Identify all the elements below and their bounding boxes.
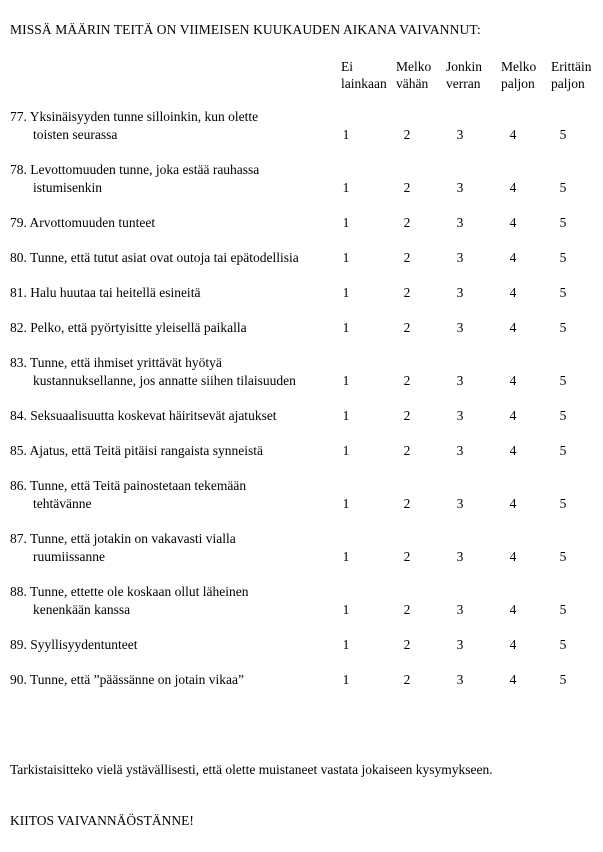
question-number: 86.: [10, 478, 27, 493]
question-text: [10, 162, 259, 177]
thank-you-note: KIITOS VAIVANNÄÖSTÄNNE!: [10, 813, 194, 828]
answer-option-5[interactable]: 5: [559, 250, 567, 265]
question-text: [10, 320, 247, 335]
scale-header-line1: Jonkin: [446, 59, 483, 74]
answer-option-4[interactable]: 4: [509, 408, 517, 423]
answer-option-5[interactable]: 5: [559, 215, 567, 230]
answer-option-2[interactable]: 2: [403, 443, 411, 458]
answer-option-2[interactable]: 2: [403, 637, 411, 652]
answer-option-3[interactable]: 3: [456, 496, 464, 511]
answer-option-5[interactable]: 5: [559, 373, 567, 388]
answer-option-1[interactable]: 1: [342, 443, 350, 458]
answer-option-3[interactable]: 3: [456, 285, 464, 300]
question-line1: Levottomuuden tunne, joka estää rauhassa: [30, 162, 260, 177]
answer-option-4[interactable]: 4: [509, 637, 517, 652]
answer-option-4[interactable]: 4: [509, 549, 517, 564]
answer-option-2[interactable]: 2: [403, 672, 411, 687]
question-text: [10, 109, 258, 124]
answer-option-2[interactable]: 2: [403, 496, 411, 511]
answer-option-1[interactable]: 1: [342, 285, 350, 300]
question-number: 88.: [10, 584, 27, 599]
question-number: 87.: [10, 531, 27, 546]
question-number: 79.: [10, 215, 27, 230]
answer-option-1[interactable]: 1: [342, 373, 350, 388]
question-line1: Tunne, että ihmiset yrittävät hyötyä: [30, 355, 222, 370]
question-number: 82.: [10, 320, 27, 335]
answer-option-5[interactable]: 5: [559, 127, 567, 142]
question-text: [10, 285, 200, 300]
question-text: [10, 672, 244, 687]
scale-header-3: [446, 58, 482, 92]
answer-option-1[interactable]: 1: [342, 180, 350, 195]
question-line2: kustannuksellanne, jos annatte siihen tilaisuuden: [33, 373, 296, 388]
question-item: [10, 161, 259, 197]
question-line2: tehtävänne: [33, 496, 92, 511]
question-line1: Tunne, että ”päässänne on jotain vikaa”: [30, 672, 244, 687]
answer-option-2[interactable]: 2: [403, 408, 411, 423]
question-item: [10, 636, 138, 654]
answer-option-4[interactable]: 4: [509, 672, 517, 687]
answer-option-4[interactable]: 4: [509, 602, 517, 617]
scale-header-line1: Ei: [341, 59, 353, 74]
question-text: [10, 531, 236, 546]
answer-option-2[interactable]: 2: [403, 285, 411, 300]
check-answers-note: Tarkistaisitteko vielä ystävällisesti, että olette muistaneet vastata jokaiseen kysymykseen.: [10, 762, 493, 777]
answer-option-4[interactable]: 4: [509, 250, 517, 265]
answer-option-4[interactable]: 4: [509, 443, 517, 458]
question-line1: Seksuaalisuutta koskevat häiritsevät ajatukset: [30, 408, 277, 423]
question-line1: Tunne, että jotakin on vakavasti vialla: [30, 531, 236, 546]
question-number: 78.: [10, 162, 27, 177]
question-line1: Tunne, että Teitä painostetaan tekemään: [30, 478, 247, 493]
answer-option-2[interactable]: 2: [403, 549, 411, 564]
scale-header-2: [396, 58, 431, 92]
answer-option-5[interactable]: 5: [559, 672, 567, 687]
scale-header-line2: paljon: [551, 76, 585, 91]
scale-header-4: [501, 58, 536, 92]
answer-option-2[interactable]: 2: [403, 127, 411, 142]
question-line1: Yksinäisyyden tunne silloinkin, kun olette: [29, 109, 259, 124]
scale-header-line2: lainkaan: [341, 76, 387, 91]
question-line1: Halu huutaa tai heitellä esineitä: [30, 285, 201, 300]
answer-option-1[interactable]: 1: [342, 549, 350, 564]
question-line2: kenenkään kanssa: [33, 602, 131, 617]
answer-option-2[interactable]: 2: [403, 320, 411, 335]
question-item: [10, 249, 299, 267]
question-item: [10, 583, 248, 619]
question-text: [10, 250, 299, 265]
question-number: 84.: [10, 408, 27, 423]
question-item: [10, 671, 244, 689]
answer-option-3[interactable]: 3: [456, 443, 464, 458]
answer-option-5[interactable]: 5: [559, 408, 567, 423]
answer-option-3[interactable]: 3: [456, 180, 464, 195]
answer-option-4[interactable]: 4: [509, 320, 517, 335]
answer-option-1[interactable]: 1: [342, 672, 350, 687]
answer-option-3[interactable]: 3: [456, 672, 464, 687]
question-item: [10, 284, 200, 302]
question-item: [10, 442, 263, 460]
answer-option-2[interactable]: 2: [403, 602, 411, 617]
question-text: [10, 443, 263, 458]
scale-header-line1: Melko: [396, 59, 432, 74]
question-number: 89.: [10, 637, 27, 652]
question-item: [10, 407, 277, 425]
answer-option-5[interactable]: 5: [559, 637, 567, 652]
question-number: 85.: [10, 443, 27, 458]
answer-option-5[interactable]: 5: [559, 320, 567, 335]
question-line1: Tunne, ettette ole koskaan ollut läheinen: [30, 584, 249, 599]
answer-option-3[interactable]: 3: [456, 373, 464, 388]
question-line1: Syyllisyydentunteet: [30, 637, 138, 652]
answer-option-4[interactable]: 4: [509, 180, 517, 195]
answer-option-3[interactable]: 3: [456, 250, 464, 265]
answer-option-5[interactable]: 5: [559, 496, 567, 511]
answer-option-2[interactable]: 2: [403, 180, 411, 195]
answer-option-4[interactable]: 4: [509, 127, 517, 142]
question-line1: Pelko, että pyörtyisitte yleisellä paikalla: [30, 320, 247, 335]
answer-option-3[interactable]: 3: [456, 127, 464, 142]
question-line1: Tunne, että tutut asiat ovat outoja tai epätodellisia: [30, 250, 299, 265]
answer-option-4[interactable]: 4: [509, 215, 517, 230]
question-number: 81.: [10, 285, 27, 300]
answer-option-2[interactable]: 2: [403, 215, 411, 230]
question-text: [10, 584, 248, 599]
question-item: [10, 214, 155, 232]
answer-option-5[interactable]: 5: [559, 602, 567, 617]
question-line2: toisten seurassa: [33, 127, 118, 142]
question-line2: istumisenkin: [33, 180, 103, 195]
answer-option-1[interactable]: 1: [342, 320, 350, 335]
scale-header-line1: Melko: [501, 59, 537, 74]
answer-option-1[interactable]: 1: [342, 250, 350, 265]
answer-option-1[interactable]: 1: [342, 637, 350, 652]
question-text: [10, 215, 155, 230]
answer-option-3[interactable]: 3: [456, 320, 464, 335]
answer-option-1[interactable]: 1: [342, 408, 350, 423]
question-item: [10, 477, 246, 513]
questionnaire-heading: MISSÄ MÄÄRIN TEITÄ ON VIIMEISEN KUUKAUDEN AIKANA VAIVANNUT:: [10, 22, 481, 37]
question-text: [10, 408, 277, 423]
scale-header-line2: verran: [446, 76, 481, 91]
answer-option-3[interactable]: 3: [456, 549, 464, 564]
answer-option-5[interactable]: 5: [559, 549, 567, 564]
question-text: [10, 478, 246, 493]
question-item: [10, 108, 258, 144]
answer-option-2[interactable]: 2: [403, 373, 411, 388]
scale-header-1: [341, 58, 387, 92]
question-text: [10, 637, 138, 652]
scale-header-line1: Erittäin: [551, 59, 592, 74]
question-number: 90.: [10, 672, 27, 687]
question-number: 77.: [10, 109, 27, 124]
question-number: 80.: [10, 250, 27, 265]
answer-option-3[interactable]: 3: [456, 408, 464, 423]
answer-option-4[interactable]: 4: [509, 373, 517, 388]
question-line2: ruumiissanne: [33, 549, 105, 564]
scale-header-line2: paljon: [501, 76, 535, 91]
answer-option-4[interactable]: 4: [509, 496, 517, 511]
question-item: [10, 354, 296, 390]
scale-header-5: [551, 58, 592, 92]
answer-option-3[interactable]: 3: [456, 602, 464, 617]
answer-option-3[interactable]: 3: [456, 215, 464, 230]
question-line1: Ajatus, että Teitä pitäisi rangaista synneistä: [29, 443, 264, 458]
answer-option-5[interactable]: 5: [559, 285, 567, 300]
question-text: [10, 355, 222, 370]
answer-option-1[interactable]: 1: [342, 215, 350, 230]
answer-option-4[interactable]: 4: [509, 285, 517, 300]
question-number: 83.: [10, 355, 27, 370]
scale-header-line2: vähän: [396, 76, 429, 91]
answer-option-1[interactable]: 1: [342, 496, 350, 511]
question-item: [10, 530, 236, 566]
answer-option-5[interactable]: 5: [559, 180, 567, 195]
question-line1: Arvottomuuden tunteet: [29, 215, 156, 230]
answer-option-1[interactable]: 1: [342, 127, 350, 142]
answer-option-5[interactable]: 5: [559, 443, 567, 458]
answer-option-2[interactable]: 2: [403, 250, 411, 265]
answer-option-1[interactable]: 1: [342, 602, 350, 617]
question-item: [10, 319, 247, 337]
answer-option-3[interactable]: 3: [456, 637, 464, 652]
